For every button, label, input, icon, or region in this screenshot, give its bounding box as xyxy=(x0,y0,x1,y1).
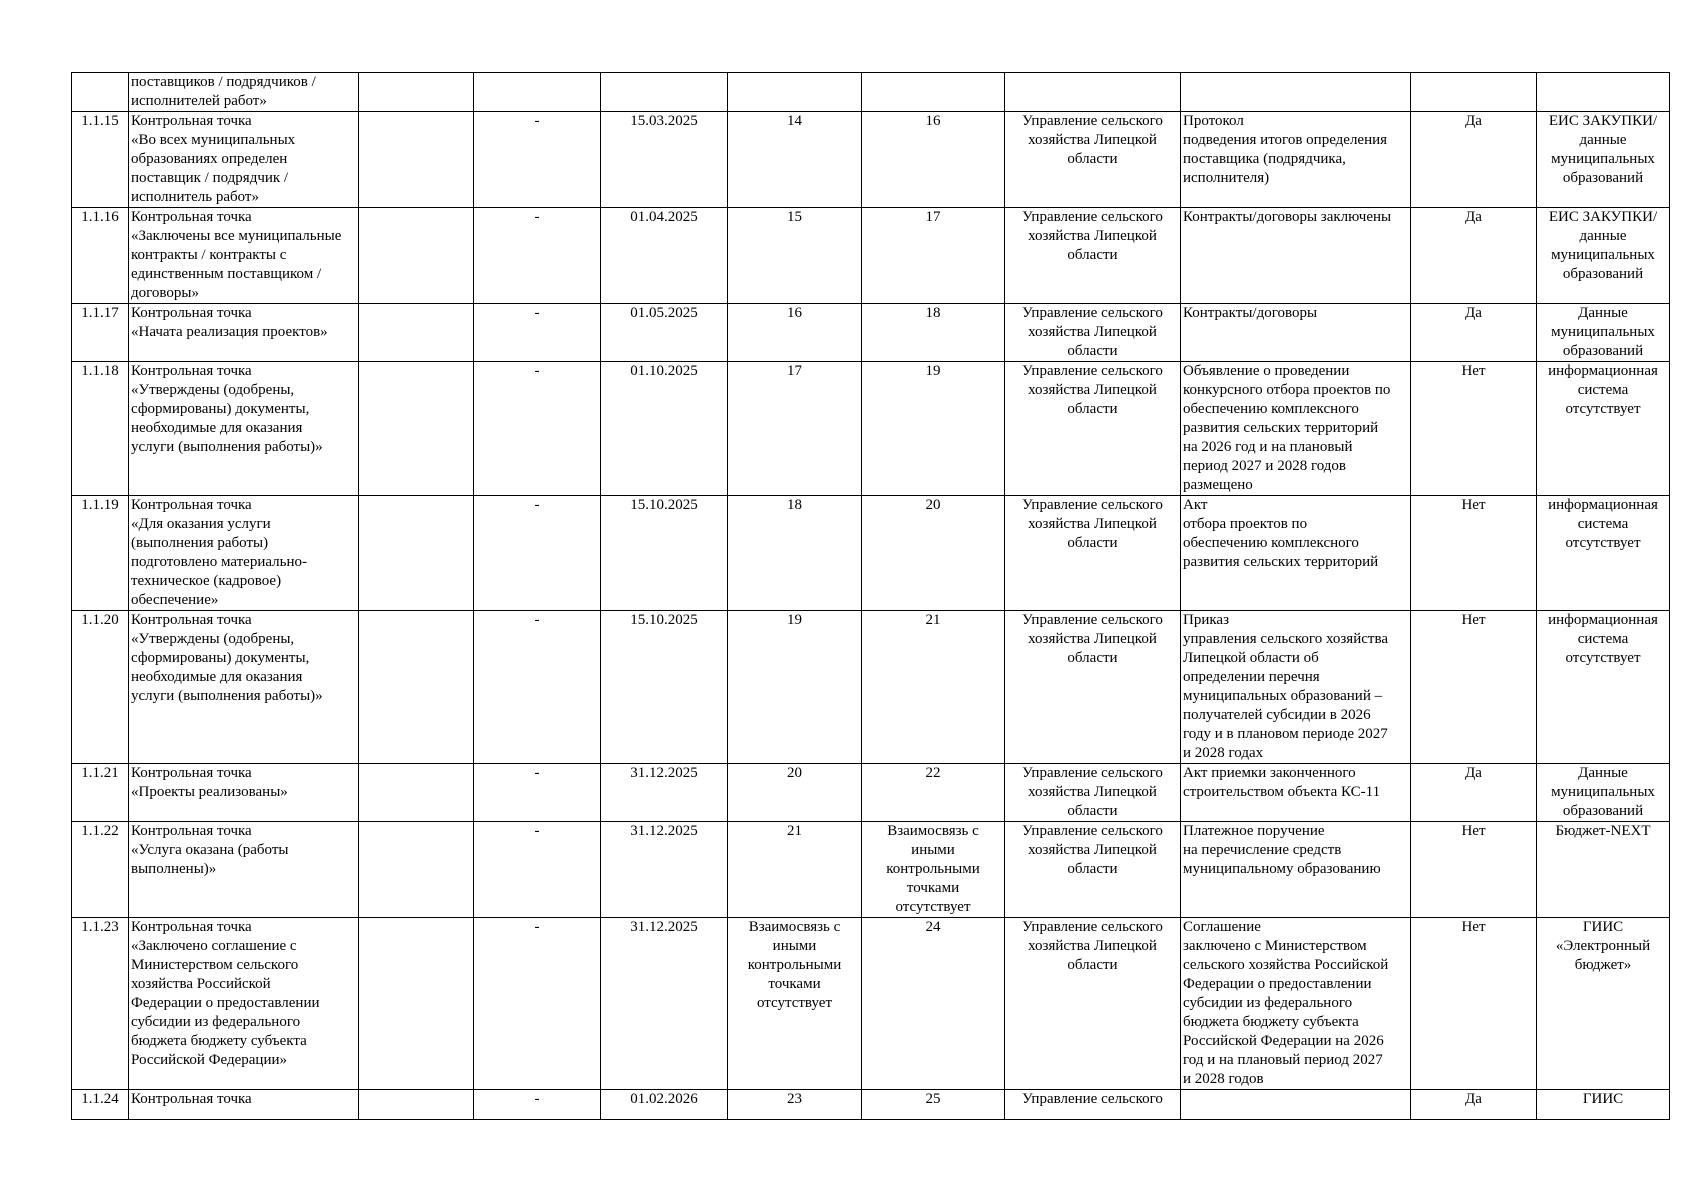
table-row xyxy=(72,304,1670,362)
predecessor: 17 xyxy=(728,362,862,496)
empty-cell xyxy=(359,611,474,764)
control-points-table xyxy=(71,72,1670,1120)
control-point-name: Контрольная точка «Заключены все муниципальные контракты / контракты с единственным поставщиком / договоры» xyxy=(129,208,359,304)
confirming-document: Контракты/договоры заключены xyxy=(1181,208,1411,304)
flag-value: Нет xyxy=(1411,362,1537,496)
table-row xyxy=(72,208,1670,304)
table-row xyxy=(72,1090,1670,1120)
predecessor: 18 xyxy=(728,496,862,611)
successor: 18 xyxy=(862,304,1005,362)
table-row xyxy=(72,73,1670,112)
row-number: 1.1.17 xyxy=(72,304,129,362)
responsible-body: Управление сельского хозяйства Липецкой области xyxy=(1005,496,1181,611)
flag-value: Да xyxy=(1411,208,1537,304)
start-date: - xyxy=(474,304,601,362)
end-date: 01.02.2026 xyxy=(601,1090,728,1120)
end-date: 01.04.2025 xyxy=(601,208,728,304)
confirming-document: Платежное поручение на перечисление средств муниципальному образованию xyxy=(1181,822,1411,918)
table-row xyxy=(72,822,1670,918)
confirming-document: Акт приемки законченного строительством объекта КС-11 xyxy=(1181,764,1411,822)
row-number: 1.1.16 xyxy=(72,208,129,304)
end-date: 15.10.2025 xyxy=(601,611,728,764)
confirming-document: Акт отбора проектов по обеспечению комплексного развития сельских территорий xyxy=(1181,496,1411,611)
table-row xyxy=(72,112,1670,208)
confirming-document: Объявление о проведении конкурсного отбора проектов по обеспечению комплексного развития сельских территорий на 2026 год и на плановый период 2027 и 2028 годов размещено xyxy=(1181,362,1411,496)
information-system: ЕИС ЗАКУПКИ/ данные муниципальных образований xyxy=(1537,112,1670,208)
empty-cell xyxy=(359,362,474,496)
information-system: информационная система отсутствует xyxy=(1537,362,1670,496)
row-number: 1.1.15 xyxy=(72,112,129,208)
start-date: - xyxy=(474,611,601,764)
predecessor: 15 xyxy=(728,208,862,304)
row-number: 1.1.24 xyxy=(72,1090,129,1120)
control-point-name: Контрольная точка «Во всех муниципальных образованиях определен поставщик / подрядчик / исполнитель работ» xyxy=(129,112,359,208)
predecessor: 16 xyxy=(728,304,862,362)
table-row xyxy=(72,362,1670,496)
empty-cell xyxy=(359,918,474,1090)
responsible-body: Управление сельского xyxy=(1005,1090,1181,1120)
end-date: 31.12.2025 xyxy=(601,918,728,1090)
flag-value: Нет xyxy=(1411,918,1537,1090)
responsible-body: Управление сельского хозяйства Липецкой области xyxy=(1005,362,1181,496)
row-number: 1.1.18 xyxy=(72,362,129,496)
empty-cell xyxy=(359,496,474,611)
responsible-body: Управление сельского хозяйства Липецкой области xyxy=(1005,611,1181,764)
predecessor: 19 xyxy=(728,611,862,764)
predecessor: Взаимосвязь с иными контрольными точками отсутствует xyxy=(728,918,862,1090)
control-point-name: Контрольная точка xyxy=(129,1090,359,1120)
row-number: 1.1.19 xyxy=(72,496,129,611)
flag-value: Нет xyxy=(1411,496,1537,611)
end-date xyxy=(601,73,728,112)
successor: 17 xyxy=(862,208,1005,304)
empty-cell xyxy=(359,73,474,112)
end-date: 31.12.2025 xyxy=(601,822,728,918)
information-system: ЕИС ЗАКУПКИ/ данные муниципальных образований xyxy=(1537,208,1670,304)
control-point-name: Контрольная точка «Для оказания услуги (выполнения работы) подготовлено материально- техническое (кадровое) обеспечение» xyxy=(129,496,359,611)
information-system: Бюджет-NEXT xyxy=(1537,822,1670,918)
end-date: 31.12.2025 xyxy=(601,764,728,822)
confirming-document: Приказ управления сельского хозяйства Липецкой области об определении перечня муниципальных образований – получателей субсидии в 2026 году и в плановом периоде 2027 и 2028 годах xyxy=(1181,611,1411,764)
successor: 16 xyxy=(862,112,1005,208)
empty-cell xyxy=(359,112,474,208)
responsible-body: Управление сельского хозяйства Липецкой области xyxy=(1005,304,1181,362)
confirming-document: Контракты/договоры xyxy=(1181,304,1411,362)
control-point-name: поставщиков / подрядчиков / исполнителей работ» xyxy=(129,73,359,112)
flag-value: Да xyxy=(1411,304,1537,362)
row-number: 1.1.23 xyxy=(72,918,129,1090)
start-date xyxy=(474,73,601,112)
table-row xyxy=(72,611,1670,764)
responsible-body: Управление сельского хозяйства Липецкой области xyxy=(1005,822,1181,918)
responsible-body xyxy=(1005,73,1181,112)
start-date: - xyxy=(474,822,601,918)
information-system: информационная система отсутствует xyxy=(1537,611,1670,764)
empty-cell xyxy=(359,208,474,304)
start-date: - xyxy=(474,918,601,1090)
predecessor: 23 xyxy=(728,1090,862,1120)
confirming-document xyxy=(1181,73,1411,112)
end-date: 01.10.2025 xyxy=(601,362,728,496)
row-number: 1.1.22 xyxy=(72,822,129,918)
control-point-name: Контрольная точка «Заключено соглашение с Министерством сельского хозяйства Российской Федерации о предоставлении субсидии из федерального бюджета бюджету субъекта Российской Федерации» xyxy=(129,918,359,1090)
information-system: информационная система отсутствует xyxy=(1537,496,1670,611)
control-point-name: Контрольная точка «Утверждены (одобрены, сформированы) документы, необходимые для оказания услуги (выполнения работы)» xyxy=(129,362,359,496)
empty-cell xyxy=(359,764,474,822)
end-date: 15.10.2025 xyxy=(601,496,728,611)
start-date: - xyxy=(474,496,601,611)
flag-value xyxy=(1411,73,1537,112)
flag-value: Да xyxy=(1411,764,1537,822)
row-number xyxy=(72,73,129,112)
end-date: 01.05.2025 xyxy=(601,304,728,362)
table-row xyxy=(72,918,1670,1090)
predecessor: 14 xyxy=(728,112,862,208)
end-date: 15.03.2025 xyxy=(601,112,728,208)
control-point-name: Контрольная точка «Проекты реализованы» xyxy=(129,764,359,822)
start-date: - xyxy=(474,208,601,304)
control-point-name: Контрольная точка «Начата реализация проектов» xyxy=(129,304,359,362)
predecessor: 21 xyxy=(728,822,862,918)
responsible-body: Управление сельского хозяйства Липецкой области xyxy=(1005,112,1181,208)
control-point-name: Контрольная точка «Утверждены (одобрены, сформированы) документы, необходимые для оказания услуги (выполнения работы)» xyxy=(129,611,359,764)
successor: 22 xyxy=(862,764,1005,822)
responsible-body: Управление сельского хозяйства Липецкой области xyxy=(1005,764,1181,822)
information-system: ГИИС «Электронный бюджет» xyxy=(1537,918,1670,1090)
flag-value: Да xyxy=(1411,112,1537,208)
confirming-document: Соглашение заключено с Министерством сельского хозяйства Российской Федерации о предоставлении субсидии из федерального бюджета бюджету субъекта Российской Федерации на 2026 год и на плановый период 2027 и 2028 годов xyxy=(1181,918,1411,1090)
predecessor: 20 xyxy=(728,764,862,822)
control-point-name: Контрольная точка «Услуга оказана (работы выполнены)» xyxy=(129,822,359,918)
confirming-document xyxy=(1181,1090,1411,1120)
table-body xyxy=(72,73,1670,1120)
table-row xyxy=(72,764,1670,822)
successor: Взаимосвязь с иными контрольными точками отсутствует xyxy=(862,822,1005,918)
empty-cell xyxy=(359,1090,474,1120)
confirming-document: Протокол подведения итогов определения поставщика (подрядчика, исполнителя) xyxy=(1181,112,1411,208)
information-system: Данные муниципальных образований xyxy=(1537,764,1670,822)
empty-cell xyxy=(359,822,474,918)
successor: 21 xyxy=(862,611,1005,764)
row-number: 1.1.21 xyxy=(72,764,129,822)
information-system: Данные муниципальных образований xyxy=(1537,304,1670,362)
successor: 25 xyxy=(862,1090,1005,1120)
flag-value: Да xyxy=(1411,1090,1537,1120)
successor: 20 xyxy=(862,496,1005,611)
information-system: ГИИС xyxy=(1537,1090,1670,1120)
predecessor xyxy=(728,73,862,112)
row-number: 1.1.20 xyxy=(72,611,129,764)
flag-value: Нет xyxy=(1411,611,1537,764)
start-date: - xyxy=(474,362,601,496)
start-date: - xyxy=(474,764,601,822)
responsible-body: Управление сельского хозяйства Липецкой области xyxy=(1005,208,1181,304)
table-row xyxy=(72,496,1670,611)
empty-cell xyxy=(359,304,474,362)
flag-value: Нет xyxy=(1411,822,1537,918)
successor xyxy=(862,73,1005,112)
start-date: - xyxy=(474,1090,601,1120)
successor: 19 xyxy=(862,362,1005,496)
information-system xyxy=(1537,73,1670,112)
responsible-body: Управление сельского хозяйства Липецкой области xyxy=(1005,918,1181,1090)
start-date: - xyxy=(474,112,601,208)
successor: 24 xyxy=(862,918,1005,1090)
